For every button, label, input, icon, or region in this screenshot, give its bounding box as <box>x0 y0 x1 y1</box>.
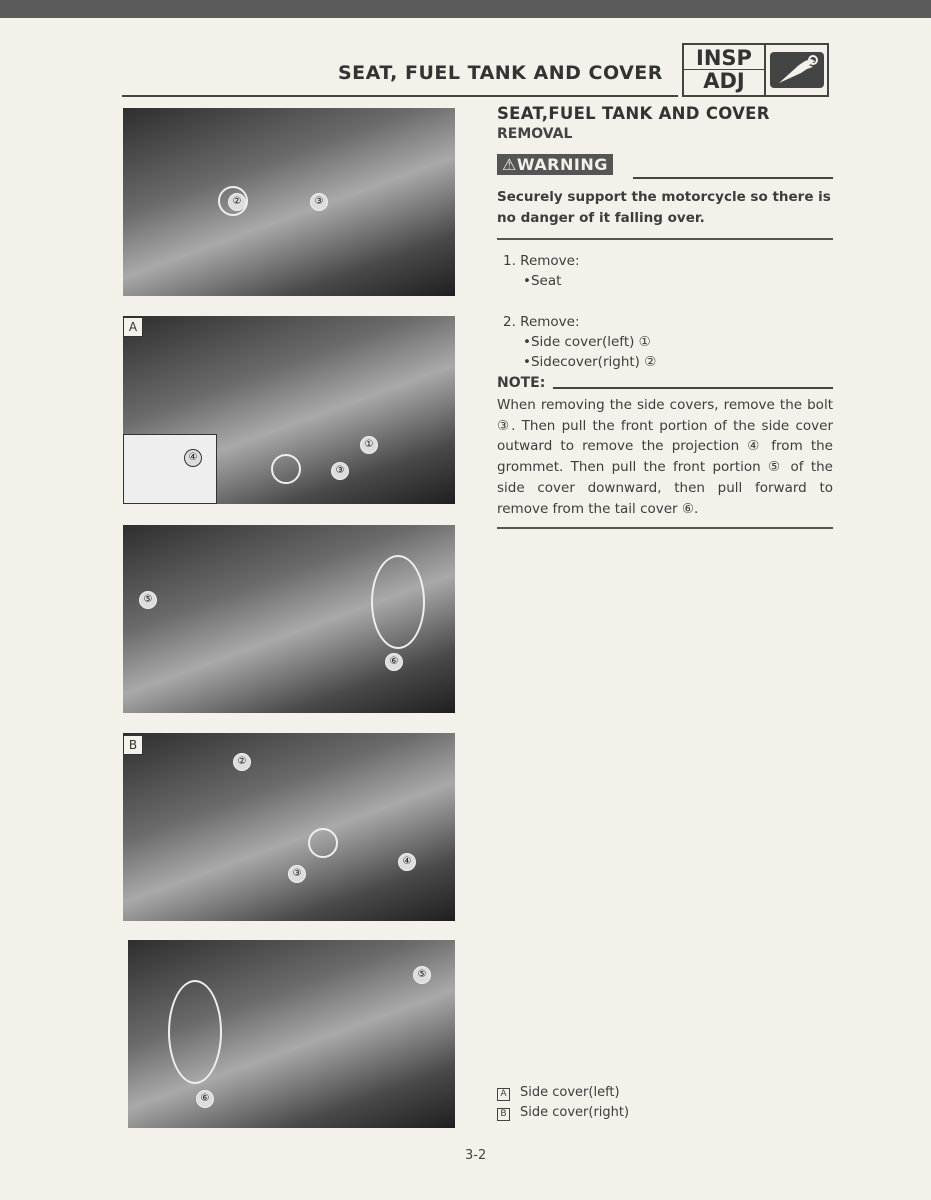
callout: ③ <box>331 462 349 480</box>
callout: ③ <box>288 865 306 883</box>
page-header-title: SEAT, FUEL TANK AND COVER <box>338 62 663 84</box>
warning-label-text: WARNING <box>516 155 608 174</box>
callout: ⑤ <box>413 966 431 984</box>
caption-text: Side cover(left) <box>520 1085 620 1100</box>
badge-line1: INSP <box>684 47 764 70</box>
section-subheading: REMOVAL <box>497 126 573 142</box>
callout: ④ <box>184 449 202 467</box>
callout: ② <box>228 193 246 211</box>
callout: ① <box>360 436 378 454</box>
callout: ③ <box>310 193 328 211</box>
step-1-item: •Seat <box>523 273 562 289</box>
caption-key: A <box>497 1088 510 1101</box>
note-text: When removing the side covers, remove the bolt ③. Then pull the front portion of the side cover outward to remove the projection ④ from the grommet. Then pull the front portion ⑤ of the side cover downward, then pull forward to remove from the tail cover ⑥. <box>497 397 833 517</box>
note-label: NOTE: <box>497 375 546 391</box>
caption-text: Side cover(right) <box>520 1105 630 1120</box>
warning-icon: ⚠ <box>502 155 517 174</box>
photo-side-cover-right-2 <box>128 940 455 1128</box>
step-2-item: •Side cover(left) ① <box>523 334 651 350</box>
section-heading: SEAT,FUEL TANK AND COVER <box>497 104 770 123</box>
callout: ⑥ <box>196 1090 214 1108</box>
warning-text: Securely support the motorcycle so there is no danger of it falling over. <box>497 189 831 226</box>
warning-label <box>497 154 613 175</box>
warning-rule <box>633 177 833 179</box>
warning-end-rule <box>497 238 833 240</box>
insp-adj-badge <box>682 43 829 97</box>
badge-line2: ADJ <box>703 69 745 93</box>
note-end-rule <box>497 527 833 529</box>
wrench-hand-icon <box>766 45 827 95</box>
callout: ④ <box>398 853 416 871</box>
step-2-label: 2. Remove: <box>503 314 580 330</box>
photo-side-cover-left-1 <box>123 316 455 504</box>
photo-seat-removal <box>123 108 455 296</box>
detail-inset <box>123 434 217 504</box>
caption-b <box>497 1105 629 1121</box>
callout: ⑥ <box>385 653 403 671</box>
viewer-top-bar <box>0 0 931 18</box>
page-number: 3-2 <box>465 1148 487 1163</box>
photo-side-cover-right-1 <box>123 733 455 921</box>
photo-side-cover-left-2 <box>123 525 455 713</box>
caption-key: B <box>497 1108 510 1121</box>
figure-label-a: A <box>123 317 143 337</box>
note-rule <box>553 387 833 389</box>
callout: ② <box>233 753 251 771</box>
callout: ⑤ <box>139 591 157 609</box>
figure-label-b: B <box>123 735 143 755</box>
step-1 <box>503 251 580 291</box>
step-2 <box>503 312 656 372</box>
header-rule <box>122 95 678 97</box>
step-1-label: 1. Remove: <box>503 253 580 269</box>
caption-a <box>497 1085 620 1101</box>
step-2-item: •Sidecover(right) ② <box>523 354 657 370</box>
